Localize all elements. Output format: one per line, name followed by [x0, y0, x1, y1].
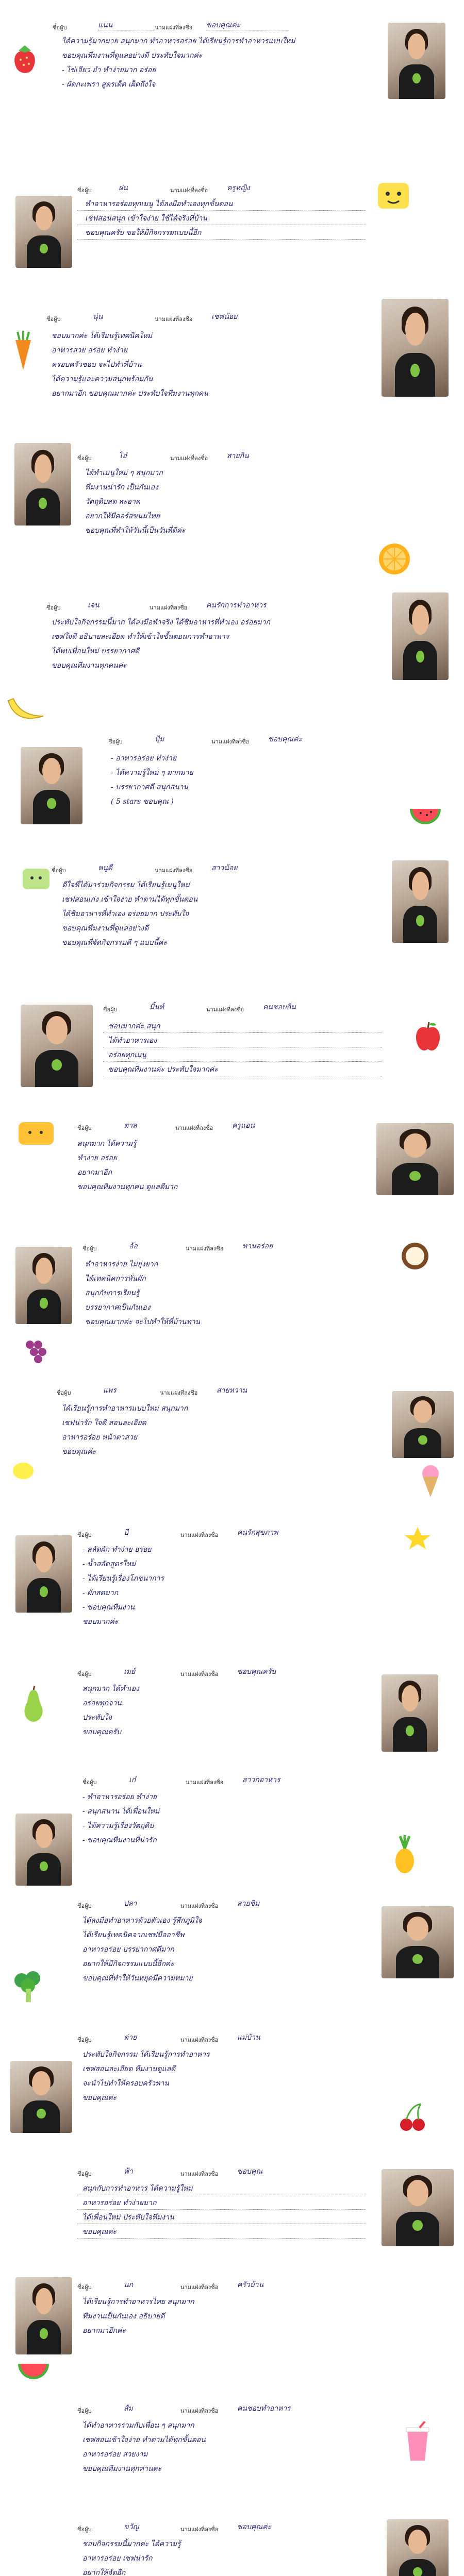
participant-photo [392, 592, 449, 680]
comment-text: ได้ทำเมนูใหม่ ๆ สนุกมาก ทีมงานน่ารัก เป็นกันเอง วัตถุดิบสด สะอาด อยากให้มีคอร์สขนมไทย ขอบคุณที่ทำให้วันนี้เป็นวันที่ดีค่ะ [85, 469, 186, 535]
name-label: ชื่อผู้บ [77, 2527, 92, 2533]
nickname-label: นามแฝงที่ลงชื่อ [211, 739, 250, 745]
watermelon-icon [15, 2360, 52, 2388]
grapes-icon [21, 1334, 52, 1370]
signer-nickname: คนชอบกิน [263, 1003, 296, 1011]
signer-nickname: คนรักสุขภาพ [237, 1529, 278, 1537]
signer-nickname: ทานอร่อย [242, 1242, 273, 1250]
nickname-label: นามแฝงที่ลงชื่อ [180, 1532, 219, 1538]
nickname-label: นามแฝงที่ลงชื่อ [170, 188, 208, 194]
nickname-label: นามแฝงที่ลงชื่อ [180, 2284, 219, 2291]
signer-name: ต่าย [124, 2033, 137, 2042]
signer-name: ตาล [124, 1122, 137, 1130]
name-label: ชื่อผู้บ [46, 316, 61, 323]
participant-photo [382, 1906, 454, 1978]
participant-photo [21, 1005, 93, 1087]
broccoli-icon [10, 1968, 46, 2007]
participant-photo [387, 2519, 449, 2576]
name-label: ชื่อผู้บ [82, 1780, 97, 1786]
nickname-label: นามแฝงที่ลงชื่อ [155, 25, 193, 31]
signer-name: ฟ้า [124, 2167, 133, 2176]
nickname-label: นามแฝงที่ลงชื่อ [180, 2037, 219, 2043]
comment-text: ชอบมากค่ะ สนุก ได้ทำอาหารเอง อร่อยทุกเมนู ขอบคุณทีมงานค่ะ ประทับใจมากค่ะ [108, 1022, 218, 1074]
name-label: ชื่อผู้บ [77, 455, 92, 462]
name-label: ชื่อผู้บ [77, 2284, 92, 2291]
signer-name: ขวัญ [124, 2523, 139, 2531]
guestbook-entry [0, 1381, 464, 1504]
comment-text: ดีใจที่ได้มาร่วมกิจกรรม ได้เรียนรู้เมนูใหม่ เชฟสอนเก่ง เข้าใจง่าย ทำตามได้ทุกขั้นตอน ได้ชิมอาหารที่ทำเอง อร่อยมาก ประทับใจ ขอบคุณทีมงานที่ดูแลอย่างดี ขอบคุณที่จัดกิจกรรมดี ๆ แบบนี้ค่ะ [62, 881, 198, 947]
smoothie-icon [402, 2421, 433, 2465]
guestbook-entry [0, 165, 464, 283]
signer-name: เจน [88, 601, 100, 609]
signer-name: เก๋ [129, 1776, 136, 1784]
signer-nickname: สายกิน [227, 452, 249, 460]
nickname-label: นามแฝงที่ลงชื่อ [155, 316, 193, 323]
guestbook-entry [0, 2401, 464, 2519]
signer-nickname: ขอบคุณค่ะ [206, 21, 241, 29]
guestbook-entry [0, 0, 464, 89]
participant-photo [388, 23, 445, 99]
participant-photo [382, 2169, 454, 2246]
guestbook-entry [0, 1525, 464, 1659]
signer-nickname: แม่บ้าน [237, 2033, 260, 2042]
signer-nickname: ขอบคุณค่ะ [237, 2523, 272, 2531]
name-label: ชื่อผู้บ [77, 2037, 92, 2043]
coconut-icon [397, 1240, 433, 1273]
guestbook-entry [0, 592, 464, 726]
guestbook-entry [0, 2030, 464, 2154]
name-label: ชื่อผู้บ [57, 1390, 71, 1396]
participant-photo [382, 1674, 438, 1752]
nickname-label: นามแฝงที่ลงชื่อ [155, 868, 193, 874]
comment-text: ได้ทำอาหารร่วมกับเพื่อน ๆ สนุกมาก เชฟสอนเข้าใจง่าย ทำตามได้ทุกขั้นตอน อาหารอร่อย สวยงาม ขอบคุณทีมงานทุกท่านค่ะ [82, 2421, 206, 2473]
signer-name: นุ่น [93, 313, 103, 321]
banana-icon [5, 696, 46, 729]
comment-text: - อาหารอร่อย ทำง่าย - ได้ความรู้ใหม่ ๆ มากมาย - บรรยากาศดี สนุกสนาน ( 5 stars ขอบคุณ ) [111, 754, 193, 806]
guestbook-entry [0, 1772, 464, 1875]
name-label: ชื่อผู้บ [77, 1903, 92, 1909]
nickname-label: นามแฝงที่ลงชื่อ [175, 1125, 213, 1131]
signer-nickname: สาวน้อย [211, 864, 238, 872]
comment-text: ทำอาหารง่าย ไม่ยุ่งยาก ได้เทคนิคการหั่นผัก สนุกกับการเรียนรู้ บรรยากาศเป็นกันเอง ขอบคุณมากค่ะ จะไปทำให้ที่บ้านทาน [85, 1260, 201, 1326]
nickname-label: นามแฝงที่ลงชื่อ [180, 2527, 219, 2533]
orange-icon [376, 541, 412, 580]
participant-photo [14, 443, 71, 526]
name-label: ชื่อผู้บ [53, 25, 67, 31]
name-label: ชื่อผู้บ [77, 2171, 92, 2177]
signer-nickname: ขอบคุณครับ [237, 1668, 276, 1676]
comment-text: ได้ความรู้มากมาย สนุกมาก ทำอาหารอร่อย ได้เรียนรู้การทำอาหารแบบใหม่ ขอบคุณทีมงานที่ดูแลอย่างดี ประทับใจมากค่ะ - ไข่เจียว ยำ ทำง่ายมาก อร่อย - ผัดกะเพรา สูตรเด็ด เผ็ดถึงใจ [62, 37, 295, 89]
signer-nickname: ขอบคุณ [237, 2167, 263, 2176]
ice-cream-icon [418, 1463, 443, 1502]
participant-photo [15, 196, 72, 268]
nickname-label: นามแฝงที่ลงชื่อ [150, 605, 188, 611]
signer-nickname: ครูแอน [232, 1122, 255, 1130]
cartoon-icon [21, 866, 52, 894]
pear-icon [21, 1685, 46, 1725]
nickname-label: นามแฝงที่ลงชื่อ [180, 1671, 219, 1677]
name-label: ชื่อผู้บ [46, 605, 61, 611]
guestbook-entry [0, 855, 464, 994]
signer-nickname: ขอบคุณค่ะ [268, 735, 303, 743]
signer-name: หนูดี [98, 864, 112, 872]
signer-nickname: คนรักการทำอาหาร [206, 601, 267, 609]
signer-nickname: เชฟน้อย [211, 313, 238, 321]
participant-photo [392, 860, 449, 943]
nickname-label: นามแฝงที่ลงชื่อ [160, 1390, 198, 1396]
star-icon [402, 1525, 433, 1553]
participant-photo [392, 1391, 454, 1458]
signer-name: แนน [98, 21, 113, 29]
apple-icon [412, 1020, 443, 1057]
cartoon-face-icon [375, 180, 411, 214]
guestbook-entry [0, 1664, 464, 1767]
name-label: ชื่อผู้บ [108, 739, 123, 745]
signer-name: บี [124, 1529, 128, 1537]
comment-text: ได้เรียนรู้การทำอาหารไทย สนุกมาก ทีมงานเป็นกันเอง อธิบายดี อยากมาอีกค่ะ [82, 2298, 194, 2335]
cartoon-icon [15, 1118, 57, 1151]
guestbook-entry [0, 1113, 464, 1231]
name-label: ชื่อผู้บ [82, 1246, 97, 1252]
comment-text: ชอบกิจกรรมนี้มากค่ะ ได้ความรู้ อาหารอร่อย เชฟน่ารัก อยากให้จัดอีก [82, 2540, 181, 2576]
strawberry-icon [11, 44, 38, 80]
participant-photo [382, 299, 449, 397]
guestbook-entry [0, 299, 464, 438]
name-label: ชื่อผู้บ [52, 868, 66, 874]
participant-photo [15, 1535, 72, 1613]
comment-text: ได้เรียนรู้การทำอาหารแบบใหม่ สนุกมาก เชฟน่ารัก ใจดี สอนละเอียด อาหารอร่อย หน้าตาสวย ขอบคุณค่ะ [62, 1404, 188, 1456]
signer-name: มิ้นท์ [150, 1003, 164, 1011]
guestbook-entry [0, 2277, 464, 2391]
pineapple-icon [392, 1834, 418, 1878]
signer-name: นก [124, 2281, 134, 2289]
comment-text: - สลัดผัก ทำง่าย อร่อย - น้ำสลัดสูตรใหม่ - ได้เรียนรู้เรื่องโภชนาการ - ผักสดมาก - ขอบคุณทีมงาน ชอบมากค่ะ [82, 1546, 164, 1626]
participant-photo [10, 2061, 72, 2133]
comment-text: ทำอาหารอร่อยทุกเมนู ได้ลงมือทำเองทุกขั้นตอน เชฟสอนสนุก เข้าใจง่าย ใช้ได้จริงที่บ้าน ขอบคุณครับ ขอให้มีกิจกรรมแบบนี้อีก [85, 200, 233, 237]
guestbook-entry [0, 1236, 464, 1370]
signer-name: ปลา [124, 1900, 137, 1908]
comment-text: ประทับใจกิจกรรม ได้เรียนรู้การทำอาหาร เชฟสอนละเอียด ทีมงานดูแลดี จะนำไปทำให้ครอบครัวทาน ขอบคุณค่ะ [82, 2050, 210, 2102]
cherry-icon [397, 2102, 428, 2136]
participant-photo [376, 1123, 454, 1195]
signer-nickname: ครูหญิง [227, 184, 250, 192]
comment-text: สนุกกับการทำอาหาร ได้ความรู้ใหม่ อาหารอร่อย ทำง่ายมาก ได้เพื่อนใหม่ ประทับใจทีมงาน ขอบคุณค่ะ [82, 2184, 193, 2236]
signer-nickname: สายชิม [237, 1900, 260, 1908]
guestbook-entry [0, 994, 464, 1108]
signer-name: แพร [103, 1386, 117, 1395]
participant-photo [15, 1247, 72, 1324]
comment-text: ได้ลงมือทำอาหารด้วยตัวเอง รู้สึกภูมิใจ ได้เรียนรู้เทคนิคจากเชฟมืออาชีพ อาหารอร่อย บรรยากาศดีมาก อยากให้มีกิจกรรมแบบนี้อีกค่ะ ขอบคุณที่ทำให้วันหยุดมีความหมาย [82, 1917, 202, 1982]
signer-nickname: ครัวบ้าน [237, 2281, 264, 2289]
lemon-icon [10, 1458, 36, 1486]
signer-nickname: คนชอบทำอาหาร [237, 2404, 291, 2413]
nickname-label: นามแฝงที่ลงชื่อ [170, 455, 208, 462]
nickname-label: นามแฝงที่ลงชื่อ [180, 1903, 219, 1909]
signer-name: ส้ม [124, 2404, 133, 2413]
name-label: ชื่อผู้บ [77, 2408, 92, 2414]
comment-text: - ทำอาหารอร่อย ทำง่าย - สนุกสนาน ได้เพื่อนใหม่ - ได้ความรู้เรื่องวัตถุดิบ - ขอบคุณทีมงานที่น่ารัก [82, 1793, 160, 1844]
watermelon-icon [407, 804, 443, 837]
comment-text: สนุกมาก ได้ความรู้ ทำง่าย อร่อย อยากมาอีก ขอบคุณทีมงานทุกคน ดูแลดีมาก [77, 1140, 178, 1191]
participant-photo [15, 1814, 72, 1886]
signer-name: โอ๋ [119, 452, 127, 460]
carrot-icon [10, 330, 36, 374]
name-label: ชื่อผู้บ [77, 1671, 92, 1677]
signer-name: เมย์ [124, 1668, 136, 1676]
name-label: ชื่อผู้บ [103, 1007, 118, 1013]
signer-name: ฝน [119, 184, 128, 192]
signer-name: ปุ้ม [155, 735, 164, 743]
signer-name: อ้อ [129, 1242, 138, 1250]
comment-text: ประทับใจกิจกรรมนี้มาก ได้ลงมือทำจริง ได้ชิมอาหารที่ทำเอง อร่อยมาก เชฟใจดี อธิบายละเอียด ทำให้เข้าใจขั้นตอนการทำอาหาร ได้พบเพื่อนใหม่ บรรยากาศดี ขอบคุณทีมงานทุกคนค่ะ [52, 618, 271, 670]
participant-photo [15, 2277, 72, 2354]
guestbook-entry [0, 1896, 464, 2020]
nickname-label: นามแฝงที่ลงชื่อ [180, 2171, 219, 2177]
name-label: ชื่อผู้บ [77, 1532, 92, 1538]
guestbook-entry [0, 2519, 464, 2576]
name-label: ชื่อผู้บ [77, 1125, 92, 1131]
guestbook-entry [0, 2164, 464, 2267]
comment-text: สนุกมาก ได้ทำเอง อร่อยทุกจาน ประทับใจ ขอบคุณครับ [82, 1685, 139, 1736]
nickname-label: นามแฝงที่ลงชื่อ [186, 1246, 224, 1252]
guestbook-entry [0, 443, 464, 582]
name-label: ชื่อผู้บ [77, 188, 92, 194]
nickname-label: นามแฝงที่ลงชื่อ [206, 1007, 244, 1013]
nickname-label: นามแฝงที่ลงชื่อ [180, 2408, 219, 2414]
participant-photo [21, 747, 82, 824]
nickname-label: นามแฝงที่ลงชื่อ [186, 1780, 224, 1786]
signer-nickname: สาวกอาหาร [242, 1776, 280, 1784]
signer-nickname: สายหวาน [217, 1386, 247, 1395]
comment-text: ชอบมากค่ะ ได้เรียนรู้เทคนิคใหม่ อาหารสวย อร่อย ทำง่าย ครอบครัวชอบ จะไปทำที่บ้าน ได้ความรู้และความสนุกพร้อมกัน อยากมาอีก ขอบคุณมากค่ะ ประทับใจทีมงานทุกคน [52, 332, 208, 398]
guestbook-entry [0, 726, 464, 840]
